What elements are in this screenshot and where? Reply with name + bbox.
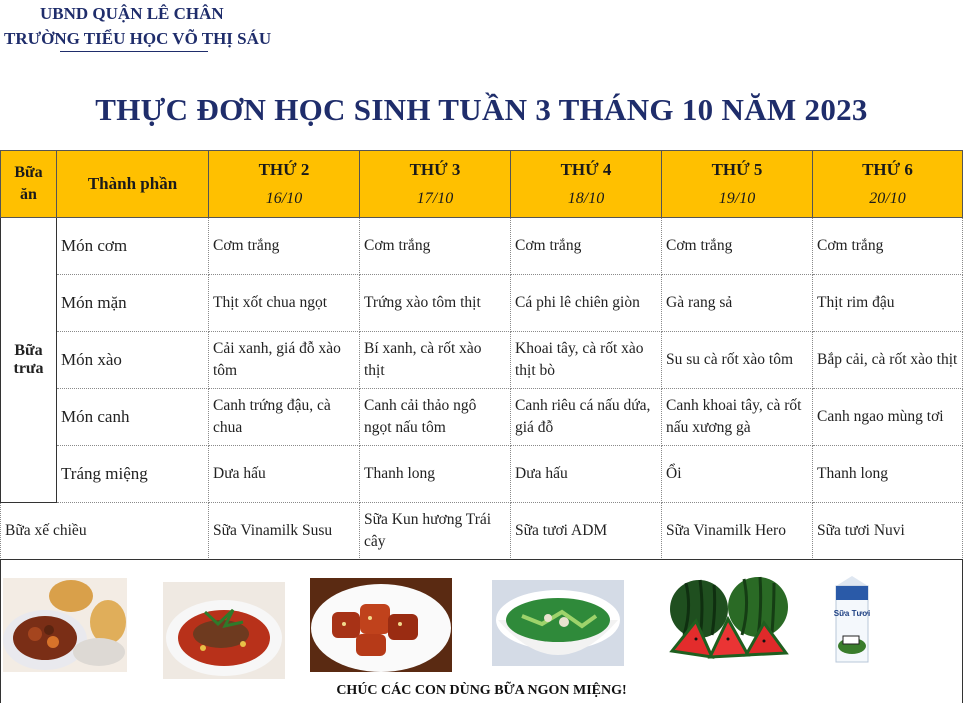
day-date: 18/10 xyxy=(567,190,605,207)
menu-cell: Thịt rim đậu xyxy=(813,275,963,332)
menu-cell: Canh cải thảo ngô ngọt nấu tôm xyxy=(360,389,511,446)
day-date: 20/10 xyxy=(869,190,906,207)
day-date: 17/10 xyxy=(416,190,454,207)
watermelon-image xyxy=(666,573,790,671)
menu-cell: Su su cà rốt xào tôm xyxy=(662,332,813,389)
menu-cell: Thanh long xyxy=(813,446,963,503)
menu-cell: Sữa tươi ADM xyxy=(511,503,662,560)
day-name: THỨ 5 xyxy=(711,160,763,179)
menu-cell: Ổi xyxy=(662,446,813,503)
vegetable-soup-image xyxy=(492,580,624,666)
table-row xyxy=(1,389,963,446)
component-cell: Món canh xyxy=(57,389,209,446)
header-day-2 xyxy=(360,151,511,218)
header-component: Thành phần xyxy=(57,151,209,218)
org-line-2: TRƯỜNG TIỂU HỌC VÕ THỊ SÁU xyxy=(4,29,272,48)
food-photos-panel xyxy=(0,559,963,703)
menu-cell: Dưa hấu xyxy=(511,446,662,503)
menu-cell: Canh riêu cá nấu dứa, giá đỗ xyxy=(511,389,662,446)
milk-carton-image xyxy=(832,576,872,663)
menu-cell: Bắp cải, cà rốt xào thịt xyxy=(813,332,963,389)
table-row xyxy=(1,446,963,503)
day-name: THỨ 4 xyxy=(560,160,612,179)
menu-cell: Khoai tây, cà rốt xào thịt bò xyxy=(511,332,662,389)
table-row xyxy=(1,332,963,389)
header-underline xyxy=(60,51,208,52)
day-date: 19/10 xyxy=(718,190,756,207)
menu-table xyxy=(0,150,963,560)
header-day-1 xyxy=(209,151,360,218)
component-cell: Món cơm xyxy=(57,218,209,275)
stew-with-bread-image xyxy=(3,578,127,672)
menu-cell: Cơm trắng xyxy=(360,218,511,275)
org-line-1: UBND QUẬN LÊ CHÂN xyxy=(40,4,224,23)
menu-cell: Canh trứng đậu, cà chua xyxy=(209,389,360,446)
menu-cell: Cơm trắng xyxy=(662,218,813,275)
menu-cell: Cải xanh, giá đỗ xào tôm xyxy=(209,332,360,389)
day-name: THỨ 2 xyxy=(258,160,310,179)
component-cell: Món xào xyxy=(57,332,209,389)
day-name: THỨ 3 xyxy=(409,160,461,179)
menu-cell: Cơm trắng xyxy=(813,218,963,275)
day-date: 16/10 xyxy=(265,190,303,207)
menu-cell: Cơm trắng xyxy=(209,218,360,275)
menu-cell: Dưa hấu xyxy=(209,446,360,503)
menu-cell: Canh khoai tây, cà rốt nấu xương gà xyxy=(662,389,813,446)
menu-cell: Cơm trắng xyxy=(511,218,662,275)
lunch-label: Bữa trưa xyxy=(1,218,57,503)
component-cell: Món mặn xyxy=(57,275,209,332)
component-cell: Tráng miệng xyxy=(57,446,209,503)
menu-cell: Sữa Vinamilk Susu xyxy=(209,503,360,560)
header-day-3 xyxy=(511,151,662,218)
sweet-sour-pork-image xyxy=(310,578,452,672)
menu-cell: Thịt xốt chua ngọt xyxy=(209,275,360,332)
fish-in-sauce-image xyxy=(163,582,285,679)
header-day-4 xyxy=(662,151,813,218)
menu-cell: Bí xanh, cà rốt xào thịt xyxy=(360,332,511,389)
table-row xyxy=(1,275,963,332)
page-title: THỰC ĐƠN HỌC SINH TUẦN 3 THÁNG 10 NĂM 2023 xyxy=(95,92,868,127)
header-meal: Bữa ăn xyxy=(1,151,57,218)
menu-cell: Sữa Vinamilk Hero xyxy=(662,503,813,560)
menu-cell: Sữa tươi Nuvi xyxy=(813,503,963,560)
closing-message: CHÚC CÁC CON DÙNG BỮA NGON MIỆNG! xyxy=(336,683,627,698)
menu-cell: Cá phi lê chiên giòn xyxy=(511,275,662,332)
milk-carton-label: Sữa Tươi xyxy=(833,609,871,618)
afternoon-label: Bữa xế chiều xyxy=(1,503,209,560)
day-name: THỨ 6 xyxy=(862,160,913,179)
menu-cell: Sữa Kun hương Trái cây xyxy=(360,503,511,560)
menu-cell: Thanh long xyxy=(360,446,511,503)
table-row-afternoon xyxy=(1,503,963,560)
table-row xyxy=(1,218,963,275)
menu-cell: Canh ngao mùng tơi xyxy=(813,389,963,446)
header-day-5 xyxy=(813,151,963,218)
menu-cell: Trứng xào tôm thịt xyxy=(360,275,511,332)
menu-cell: Gà rang sả xyxy=(662,275,813,332)
table-header-row xyxy=(1,151,963,218)
